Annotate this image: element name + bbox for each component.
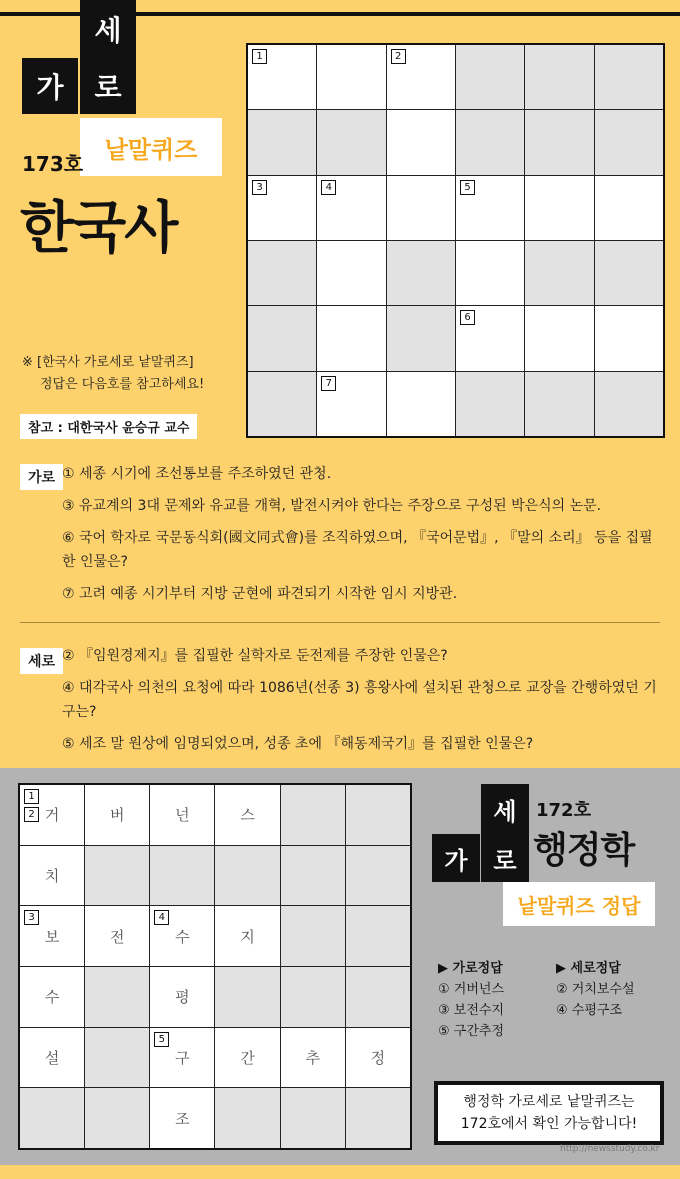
cell-letter: 거 (44, 806, 60, 825)
section-divider (20, 622, 660, 623)
puzzle-cell (317, 372, 385, 436)
title-block-ro: 로 (80, 58, 136, 114)
clue-number: 3 (252, 180, 267, 195)
across-clue-6: ⑥ 국어 학자로 국문동식회(國文同式會)를 조직하였으며, 『국어문법』, 『말의 소리』 등을 집필한 인물은? (62, 530, 653, 570)
answer-grid (18, 783, 412, 1150)
answer-note (22, 352, 204, 396)
answer-cell (20, 1088, 84, 1148)
quiz-badge: 낱말퀴즈 (80, 118, 222, 176)
puzzle-cell (248, 306, 316, 370)
puzzle-cell (387, 372, 455, 436)
cell-letter (281, 1088, 345, 1148)
answer-title-block-se: 세 (481, 784, 529, 834)
puzzle-cell (248, 45, 316, 109)
answer-cell (346, 1088, 410, 1148)
answer-cell (281, 906, 345, 966)
clue-number: 2 (391, 49, 406, 64)
issue-number: 173호 (22, 152, 84, 176)
watermark-url: http://newsstudy.co.kr (560, 1144, 660, 1154)
across-clue-3: ③ 유교계의 3대 문제와 유교를 개혁, 발전시켜야 한다는 주장으로 구성된 박은식의 논문. (62, 498, 602, 514)
clue-number: 3 (24, 910, 39, 925)
puzzle-cell (387, 176, 455, 240)
answer-cell (150, 1028, 214, 1088)
across-answer-item: ① 거버넌스 (438, 982, 505, 997)
answer-cell (215, 846, 279, 906)
puzzle-cell (317, 241, 385, 305)
puzzle-cell (595, 110, 663, 174)
cell-letter: 수 (175, 927, 190, 946)
answer-cell (150, 846, 214, 906)
puzzle-cell (387, 45, 455, 109)
answer-cell (150, 906, 214, 966)
cell-letter: 넌 (175, 806, 190, 825)
puzzle-cell (248, 372, 316, 436)
crossword-grid (246, 43, 665, 438)
down-answer-item: ④ 수평구조 (556, 1003, 623, 1018)
cell-letter (215, 846, 279, 906)
puzzle-cell (525, 241, 593, 305)
puzzle-cell (525, 176, 593, 240)
clue-number: 2 (24, 807, 39, 822)
puzzle-cell (595, 306, 663, 370)
answer-cell (20, 906, 84, 966)
answer-cell (215, 967, 279, 1027)
puzzle-cell (387, 241, 455, 305)
answer-cell (281, 846, 345, 906)
cell-letter: 구 (175, 1048, 190, 1067)
puzzle-cell (525, 45, 593, 109)
notice-line-1: 행정학 가로세로 낱말퀴즈는 (463, 1094, 635, 1110)
cell-letter (20, 1088, 84, 1148)
answer-cell (85, 906, 149, 966)
bottom-rule (0, 1165, 680, 1179)
puzzle-cell (456, 110, 524, 174)
cell-letter (281, 785, 345, 845)
answer-notice-box (434, 1081, 664, 1145)
cell-letter (346, 967, 410, 1027)
puzzle-cell (248, 176, 316, 240)
answer-cell (346, 785, 410, 845)
cell-letter: 스 (240, 806, 255, 825)
cell-letter (85, 1088, 149, 1148)
cell-letter (281, 906, 345, 966)
answer-title-block-ro: 로 (481, 834, 529, 882)
puzzle-cell (595, 241, 663, 305)
across-answer-item: ⑤ 구간추정 (438, 1024, 505, 1039)
answer-cell (150, 785, 214, 845)
puzzle-cell (317, 176, 385, 240)
answer-subject: 행정학 (533, 830, 635, 871)
answer-cell (281, 1088, 345, 1148)
cell-letter: 지 (240, 927, 255, 946)
answer-cell (85, 846, 149, 906)
cell-letter (85, 846, 149, 906)
across-clue-7: ⑦ 고려 예종 시기부터 지방 군현에 파견되기 시작한 임시 지방관. (62, 586, 458, 602)
answer-cell (20, 967, 84, 1027)
down-answer-item: ② 거치보수설 (556, 982, 635, 997)
puzzle-cell (248, 241, 316, 305)
answer-title-block-ga: 가 (432, 834, 480, 882)
cell-letter: 간 (240, 1048, 255, 1067)
puzzle-cell (387, 110, 455, 174)
answer-cell (85, 785, 149, 845)
cell-letter: 치 (44, 866, 60, 885)
across-clue-1: ① 세종 시기에 조선통보를 주조하였던 관청. (62, 466, 332, 482)
cell-letter (215, 1088, 279, 1148)
answer-cell (281, 785, 345, 845)
puzzle-cell (248, 110, 316, 174)
puzzle-cell (595, 372, 663, 436)
cell-letter: 추 (305, 1048, 320, 1067)
down-clue-5: ⑤ 세조 말 원상에 임명되었으며, 성종 초에 『해동제국기』를 집필한 인물은? (62, 736, 534, 752)
puzzle-cell (595, 176, 663, 240)
title-block-se: 세 (80, 0, 136, 58)
puzzle-cell (456, 306, 524, 370)
cell-letter: 보 (44, 927, 60, 946)
answer-cell (281, 967, 345, 1027)
puzzle-cell (525, 306, 593, 370)
cell-letter: 수 (44, 988, 60, 1007)
cell-letter (150, 846, 214, 906)
puzzle-cell (456, 372, 524, 436)
cell-letter (281, 967, 345, 1027)
answer-cell (215, 906, 279, 966)
clue-number: 5 (154, 1032, 169, 1047)
clue-number: 1 (252, 49, 267, 64)
clue-number: 5 (460, 180, 475, 195)
answer-cell (20, 846, 84, 906)
cell-letter (346, 1088, 410, 1148)
notice-line-2: 172호에서 확인 가능합니다! (460, 1116, 638, 1132)
cell-letter (215, 967, 279, 1027)
down-clue-4: ④ 대각국사 의천의 요청에 따라 1086년(선종 3) 흥왕사에 설치된 관청으로 교장을 간행하였던 기구는? (62, 680, 657, 720)
answer-cell (281, 1028, 345, 1088)
answer-cell (346, 846, 410, 906)
across-label: 가로 (20, 464, 63, 490)
cell-letter (346, 785, 410, 845)
answer-cell (150, 1088, 214, 1148)
across-answers (438, 958, 504, 1042)
answer-cell (215, 785, 279, 845)
page-title: 한국사 (20, 196, 177, 261)
answer-cell (215, 1028, 279, 1088)
cell-letter (85, 1028, 149, 1088)
down-label: 세로 (20, 648, 63, 674)
puzzle-cell (595, 45, 663, 109)
answer-cell (346, 1028, 410, 1088)
answer-cell (346, 906, 410, 966)
cell-letter: 조 (175, 1109, 190, 1128)
reference-label: 참고 : 대한국사 윤승규 교수 (20, 414, 197, 439)
down-answers-heading: ▶ 세로정답 (556, 961, 621, 976)
cell-letter (281, 846, 345, 906)
answer-cell (150, 967, 214, 1027)
clue-number: 4 (154, 910, 169, 925)
clue-number: 6 (460, 310, 475, 325)
puzzle-cell (456, 45, 524, 109)
cell-letter: 평 (175, 988, 190, 1007)
puzzle-cell (456, 241, 524, 305)
puzzle-cell (317, 45, 385, 109)
cell-letter: 설 (44, 1048, 60, 1067)
puzzle-cell (387, 306, 455, 370)
across-answer-item: ③ 보전수지 (438, 1003, 505, 1018)
clue-number: 7 (321, 376, 336, 391)
answer-cell (20, 785, 84, 845)
answer-cell (20, 1028, 84, 1088)
clue-number: 4 (321, 180, 336, 195)
down-answers (556, 958, 635, 1021)
answer-badge: 낱말퀴즈 정답 (503, 882, 655, 926)
puzzle-cell (525, 372, 593, 436)
puzzle-cell (525, 110, 593, 174)
down-clue-2: ② 『임원경제지』를 집필한 실학자로 둔전제를 주장한 인물은? (62, 648, 448, 664)
note-line-1: ※ [한국사 가로세로 낱말퀴즈] (22, 355, 194, 370)
cell-letter (346, 846, 410, 906)
puzzle-cell (456, 176, 524, 240)
answer-cell (85, 967, 149, 1027)
answer-issue-number: 172호 (536, 800, 591, 821)
clue-number: 1 (24, 789, 39, 804)
note-line-2: 정답은 다음호를 참고하세요! (40, 377, 205, 392)
answer-cell (215, 1088, 279, 1148)
answer-cell (85, 1028, 149, 1088)
cell-letter (346, 906, 410, 966)
puzzle-cell (317, 110, 385, 174)
cell-letter: 버 (109, 806, 125, 825)
title-block-ga: 가 (22, 58, 78, 114)
across-answers-heading: ▶ 가로정답 (438, 961, 503, 976)
answer-cell (85, 1088, 149, 1148)
cell-letter: 정 (370, 1048, 386, 1067)
cell-letter: 전 (109, 927, 125, 946)
puzzle-cell (317, 306, 385, 370)
cell-letter (85, 967, 149, 1027)
answer-cell (346, 967, 410, 1027)
